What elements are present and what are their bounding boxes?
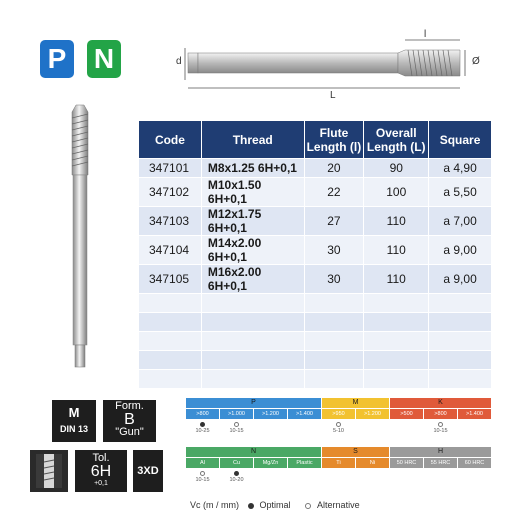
- tolerance-class: 6H: [90, 463, 112, 480]
- material-group-n: N: [186, 447, 321, 457]
- tap-illustration: [60, 100, 100, 375]
- cell-flute-length: 20: [304, 159, 364, 178]
- empty-cell: [201, 351, 304, 370]
- cell-thread: M12x1.75 6H+0,1: [201, 207, 304, 236]
- cell-thread: M8x1.25 6H+0,1: [201, 159, 304, 178]
- legend: [190, 500, 372, 510]
- header-thread: Thread: [201, 121, 304, 159]
- tolerance-offset: +0,1: [94, 480, 108, 487]
- table-row: [139, 265, 492, 294]
- tap-image: [60, 100, 100, 375]
- material-grid-top: [186, 398, 492, 440]
- cutting-speed-value: 5-10: [332, 428, 344, 434]
- empty-cell: [139, 294, 202, 313]
- empty-cell: [364, 294, 429, 313]
- dim-L-label: L: [330, 90, 336, 101]
- material-subgroup: >1.400: [458, 409, 491, 419]
- empty-cell: [304, 332, 364, 351]
- empty-cell: [139, 351, 202, 370]
- material-subgroup: >800: [424, 409, 457, 419]
- cell-thread: M14x2.00 6H+0,1: [201, 236, 304, 265]
- cell-square: a 9,00: [429, 265, 492, 294]
- table-row-empty: [139, 332, 492, 351]
- material-subgroup: Cu: [220, 458, 253, 468]
- table-row-empty: [139, 294, 492, 313]
- material-subgroup: >950: [322, 409, 355, 419]
- thread-standard-icon: [52, 400, 96, 442]
- form-type-label: B: [124, 411, 135, 428]
- empty-cell: [201, 370, 304, 389]
- optimal-dot-icon: [234, 471, 239, 476]
- cutting-speed-value: 10-25: [195, 428, 210, 434]
- table-row: [139, 207, 492, 236]
- material-subgroup: Mg/Zn: [254, 458, 287, 468]
- material-subgroup: >1.000: [220, 409, 253, 419]
- material-grid-bottom: [186, 447, 492, 489]
- material-subgroup: 50 HRC: [390, 458, 423, 468]
- legend-optimal: Optimal: [248, 500, 297, 510]
- material-subgroup: Ni: [356, 458, 389, 468]
- empty-cell: [364, 351, 429, 370]
- material-subgroup: 60 HRC: [458, 458, 491, 468]
- tool-drawing: [170, 28, 500, 101]
- alternative-dot-icon: [305, 503, 311, 509]
- empty-cell: [304, 313, 364, 332]
- empty-cell: [304, 351, 364, 370]
- material-group-p: P: [186, 398, 321, 408]
- tolerance-label: Tol.: [92, 452, 110, 464]
- empty-cell: [429, 313, 492, 332]
- empty-cell: [429, 294, 492, 313]
- material-cell: [186, 469, 219, 483]
- header-square: Square: [429, 121, 492, 159]
- optimal-dot-icon: [200, 422, 205, 427]
- form-label: Form.: [115, 400, 144, 412]
- header-flute-length: Flute Length (l): [304, 121, 364, 159]
- empty-cell: [429, 351, 492, 370]
- alternative-dot-icon: [336, 422, 341, 427]
- cell-thread: M10x1.50 6H+0,1: [201, 178, 304, 207]
- table-header-row: [139, 121, 492, 159]
- table-row: [139, 236, 492, 265]
- cell-overall-length: 100: [364, 178, 429, 207]
- table-row-empty: [139, 313, 492, 332]
- cell-thread: M16x2.00 6H+0,1: [201, 265, 304, 294]
- cell-code: 347105: [139, 265, 202, 294]
- empty-cell: [364, 313, 429, 332]
- material-cell: [424, 420, 457, 434]
- cell-square: a 9,00: [429, 236, 492, 265]
- material-group-s: S: [322, 447, 389, 457]
- cutting-speed-value: 10-15: [229, 428, 244, 434]
- cutting-speed-value: 10-15: [433, 428, 448, 434]
- hole-icon: [30, 450, 68, 492]
- cell-overall-length: 110: [364, 265, 429, 294]
- form-gun-label: "Gun": [115, 426, 144, 438]
- material-cell: [186, 420, 219, 434]
- cell-code: 347101: [139, 159, 202, 178]
- form-icon: [103, 400, 156, 442]
- header-code: Code: [139, 121, 202, 159]
- cell-square: a 5,50: [429, 178, 492, 207]
- table-row-empty: [139, 370, 492, 389]
- empty-cell: [139, 313, 202, 332]
- table-row: [139, 178, 492, 207]
- cell-flute-length: 30: [304, 265, 364, 294]
- empty-cell: [201, 332, 304, 351]
- cell-code: 347104: [139, 236, 202, 265]
- material-cell: [220, 420, 253, 434]
- alternative-dot-icon: [438, 422, 443, 427]
- empty-cell: [429, 332, 492, 351]
- material-group-m: M: [322, 398, 389, 408]
- empty-cell: [429, 370, 492, 389]
- dim-d-label: d: [176, 56, 182, 67]
- material-badge-p: P: [40, 40, 74, 78]
- material-subgroup: >1.200: [254, 409, 287, 419]
- material-subgroup: >1.200: [356, 409, 389, 419]
- material-badge-n: N: [87, 40, 121, 78]
- depth-icon: 3XD: [133, 450, 163, 492]
- empty-cell: [304, 294, 364, 313]
- material-cell: [220, 469, 253, 483]
- cell-flute-length: 30: [304, 236, 364, 265]
- alternative-dot-icon: [200, 471, 205, 476]
- dim-l-label: l: [424, 29, 427, 40]
- din-label: DIN 13: [59, 424, 88, 434]
- cell-flute-length: 27: [304, 207, 364, 236]
- material-subgroup: >1.400: [288, 409, 321, 419]
- material-cell: [322, 420, 355, 434]
- empty-cell: [201, 294, 304, 313]
- empty-cell: [304, 370, 364, 389]
- material-subgroup: Plastic: [288, 458, 321, 468]
- material-group-h: H: [390, 447, 491, 457]
- cutting-speed-value: 10-15: [195, 477, 210, 483]
- through-hole-icon: [30, 450, 68, 492]
- cell-overall-length: 90: [364, 159, 429, 178]
- empty-cell: [364, 332, 429, 351]
- cell-code: 347102: [139, 178, 202, 207]
- thread-type-label: M: [68, 405, 80, 420]
- material-subgroup: Al: [186, 458, 219, 468]
- alternative-dot-icon: [234, 422, 239, 427]
- cell-flute-length: 22: [304, 178, 364, 207]
- material-subgroup: Ti: [322, 458, 355, 468]
- legend-vc: Vc (m / mm): [190, 500, 239, 510]
- material-group-k: K: [390, 398, 491, 408]
- empty-cell: [364, 370, 429, 389]
- tolerance-icon: [75, 450, 127, 492]
- legend-alternative: Alternative: [305, 500, 366, 510]
- cell-overall-length: 110: [364, 236, 429, 265]
- empty-cell: [201, 313, 304, 332]
- optimal-dot-icon: [248, 503, 254, 509]
- cell-overall-length: 110: [364, 207, 429, 236]
- cell-square: a 7,00: [429, 207, 492, 236]
- header-overall-length: Overall Length (L): [364, 121, 429, 159]
- tap-profile-drawing: [170, 28, 500, 98]
- product-table: [138, 120, 492, 389]
- empty-cell: [139, 370, 202, 389]
- empty-cell: [139, 332, 202, 351]
- cutting-speed-value: 10-20: [229, 477, 244, 483]
- dim-diameter-label: Ø: [472, 56, 480, 67]
- table-row: [139, 159, 492, 178]
- material-subgroup: >800: [186, 409, 219, 419]
- cell-square: a 4,90: [429, 159, 492, 178]
- material-subgroup: 55 HRC: [424, 458, 457, 468]
- table-row-empty: [139, 351, 492, 370]
- material-subgroup: >500: [390, 409, 423, 419]
- cell-code: 347103: [139, 207, 202, 236]
